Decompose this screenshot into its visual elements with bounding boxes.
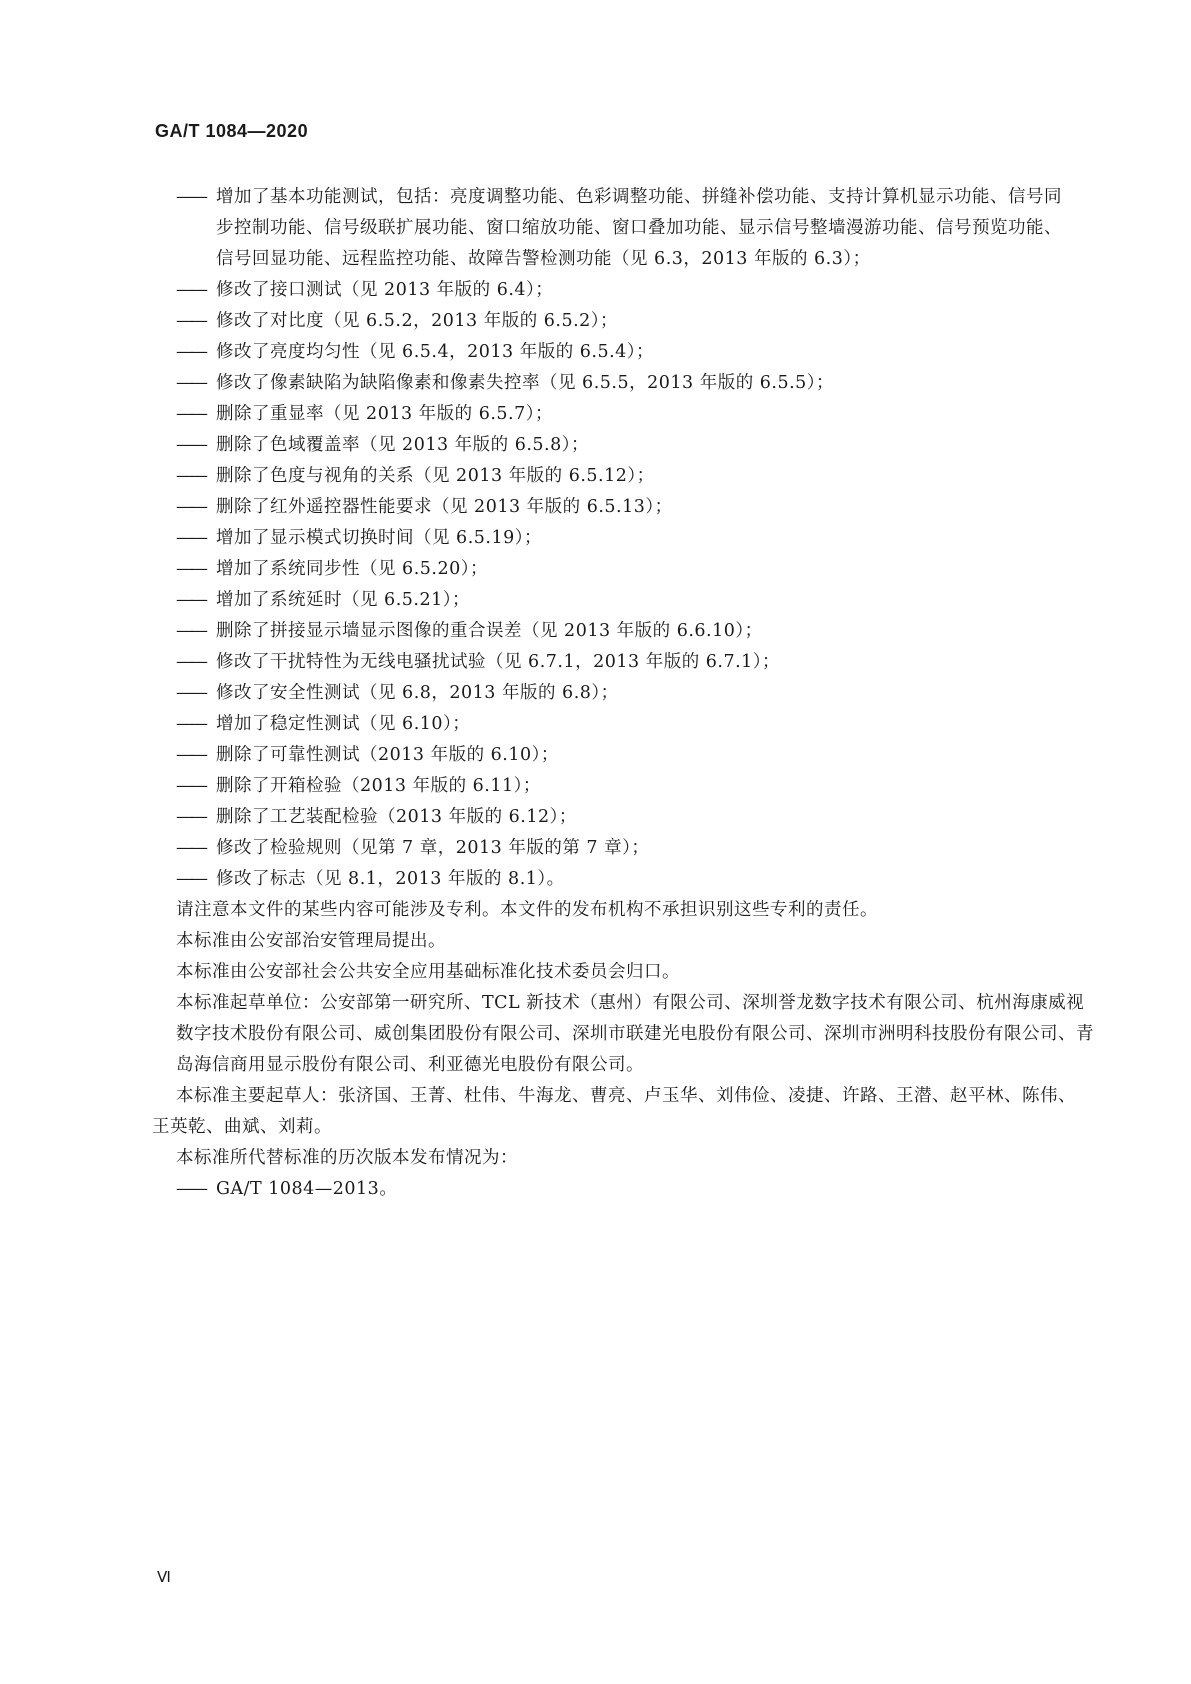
drafting-units-paragraph: 本标准起草单位：公安部第一研究所、TCL 新技术（惠州）有限公司、深圳誉龙数字技术有限公司、杭州海康威视数字技术股份有限公司、威创集团股份有限公司、深圳市联建光电股份有限公司、深圳市洲明科技股份有限公司、青岛海信商用显示股份有限公司、利亚德光电股份有限公司。 xyxy=(176,993,1094,1075)
change-item: —— 删除了色度与视角的关系（见 2013 年版的 6.5.12）； xyxy=(176,461,1076,492)
history-intro: 本标准所代替标准的历次版本发布情况为： xyxy=(176,1148,518,1168)
drafters-paragraph: 本标准主要起草人：张济国、王菁、杜伟、牛海龙、曹亮、卢玉华、刘伟俭、凌捷、许路、王潜、赵平林、陈伟、王英乾、曲斌、刘莉。 xyxy=(152,1086,1076,1137)
change-item: —— 修改了标志（见 8.1，2013 年版的 8.1）。 xyxy=(176,864,1076,895)
change-item: —— 删除了红外遥控器性能要求（见 2013 年版的 6.5.13）； xyxy=(176,492,1076,523)
patent-notice: 请注意本文件的某些内容可能涉及专利。本文件的发布机构不承担识别这些专利的责任。 xyxy=(176,900,878,920)
change-item: —— 修改了干扰特性为无线电骚扰试验（见 6.7.1，2013 年版的 6.7.1）； xyxy=(176,647,1076,678)
change-item: —— 修改了像素缺陷为缺陷像素和像素失控率（见 6.5.5，2013 年版的 6.5.5）； xyxy=(176,368,1076,399)
change-item: —— 删除了色域覆盖率（见 2013 年版的 6.5.8）； xyxy=(176,430,1076,461)
change-item: —— 增加了显示模式切换时间（见 6.5.19）； xyxy=(176,523,1076,554)
change-item: —— 删除了工艺装配检验（2013 年版的 6.12）； xyxy=(176,802,1076,833)
proposer-paragraph: 本标准由公安部治安管理局提出。 xyxy=(176,931,446,951)
history-item: —— GA/T 1084—2013。 xyxy=(176,1174,1076,1205)
change-item: —— 修改了对比度（见 6.5.2，2013 年版的 6.5.2）； xyxy=(176,306,1076,337)
change-item: —— 删除了开箱检验（2013 年版的 6.11）； xyxy=(176,771,1076,802)
document-code: GA/T 1084—2020 xyxy=(155,121,309,141)
change-item: —— 修改了亮度均匀性（见 6.5.4，2013 年版的 6.5.4）； xyxy=(176,337,1076,368)
change-item: —— 修改了检验规则（见第 7 章，2013 年版的第 7 章）； xyxy=(176,833,1076,864)
change-item: —— 增加了稳定性测试（见 6.10）； xyxy=(176,709,1076,740)
change-item: —— 删除了重显率（见 2013 年版的 6.5.7）； xyxy=(176,399,1076,430)
change-item: —— 修改了接口测试（见 2013 年版的 6.4）； xyxy=(176,275,1076,306)
page-number: Ⅵ xyxy=(157,1570,171,1586)
change-item: —— 删除了可靠性测试（2013 年版的 6.10）； xyxy=(176,740,1076,771)
change-item: —— 修改了安全性测试（见 6.8，2013 年版的 6.8）； xyxy=(176,678,1076,709)
administration-paragraph: 本标准由公安部社会公共安全应用基础标准化技术委员会归口。 xyxy=(176,962,680,982)
change-list xyxy=(176,182,1076,895)
change-item: —— 增加了系统延时（见 6.5.21）； xyxy=(176,585,1076,616)
foreword-body xyxy=(152,182,1094,1205)
change-item: —— 删除了拼接显示墙显示图像的重合误差（见 2013 年版的 6.6.10）； xyxy=(176,616,1076,647)
change-item: —— 增加了系统同步性（见 6.5.20）； xyxy=(176,554,1076,585)
change-item: —— 增加了基本功能测试，包括：亮度调整功能、色彩调整功能、拼缝补偿功能、支持计算机显示功能、信号同步控制功能、信号级联扩展功能、窗口缩放功能、窗口叠加功能、显示信号整墙漫游功能、信号预览功能、信号回显功能、远程监控功能、故障告警检测功能（见 6.3，2013 年版的 6.3）； xyxy=(176,182,1076,275)
